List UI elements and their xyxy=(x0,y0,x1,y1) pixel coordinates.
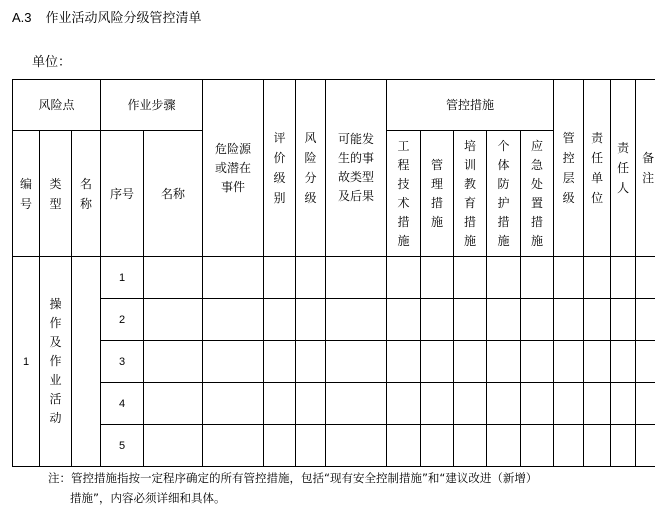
header-mgmt: 管理措施 xyxy=(421,131,454,257)
header-hazard: 危险源或潜在事件 xyxy=(203,80,264,257)
table-row-seq: 1 xyxy=(101,257,144,299)
unit-label: 单位： xyxy=(32,55,72,70)
title-text: 作业活动风险分级管控清单 xyxy=(45,11,202,26)
header-work-steps: 作业步骤 xyxy=(101,80,203,131)
table-row-seq: 4 xyxy=(101,383,144,425)
header-remark: 备注 xyxy=(636,80,655,257)
note-line-2: 措施”，内容必须详细和具体。 xyxy=(70,491,226,505)
header-eng: 工程技术措施 xyxy=(387,131,421,257)
note-line-1: 注：管控措施指按一定程序确定的所有管控措施，包括“现有安全控制措施”和“建议改进（新增） xyxy=(48,471,538,485)
header-ppe: 个体防护措施 xyxy=(487,131,521,257)
header-resp-unit: 责任单位 xyxy=(584,80,611,257)
title-number: A.3 xyxy=(12,10,32,25)
table-row-seq: 3 xyxy=(101,341,144,383)
header-control-level: 管控层级 xyxy=(554,80,584,257)
body-type: 操作及作业活动 xyxy=(40,257,72,467)
header-risk-grade: 风险分级 xyxy=(296,80,326,257)
header-resp-person: 责任人 xyxy=(611,80,636,257)
document-title xyxy=(12,7,202,26)
body-code: 1 xyxy=(13,257,40,467)
header-type: 类型 xyxy=(40,131,72,257)
header-code: 编号 xyxy=(13,131,40,257)
header-eval-level: 评价级别 xyxy=(264,80,296,257)
header-accident: 可能发生的事故类型及后果 xyxy=(326,80,387,257)
table-row-seq: 2 xyxy=(101,299,144,341)
risk-control-table xyxy=(12,79,655,467)
header-seq: 序号 xyxy=(101,131,144,257)
header-step-name: 名称 xyxy=(144,131,203,257)
header-risk-point: 风险点 xyxy=(13,80,101,131)
table-note xyxy=(48,468,537,508)
table-row-seq: 5 xyxy=(101,425,144,467)
header-train: 培训教育措施 xyxy=(454,131,487,257)
header-controls: 管控措施 xyxy=(387,80,554,131)
header-name: 名称 xyxy=(72,131,101,257)
body-name xyxy=(72,257,101,467)
header-emerg: 应急处置措施 xyxy=(521,131,554,257)
